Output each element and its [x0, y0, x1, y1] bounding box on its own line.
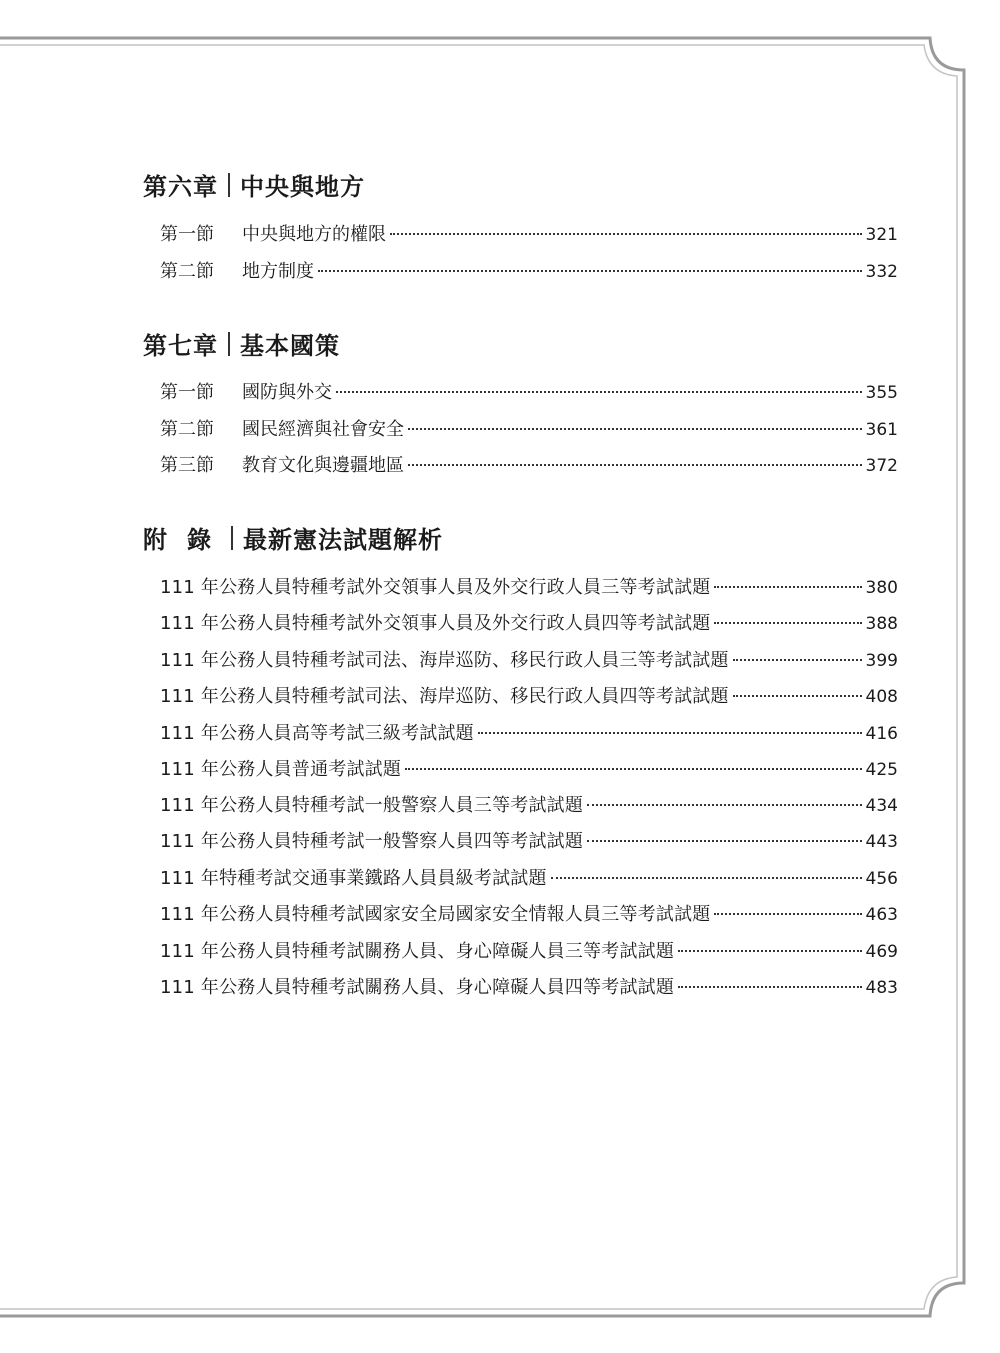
toc-entry[interactable]: [160, 451, 898, 477]
toc-entry[interactable]: [160, 827, 898, 853]
leader-dots: [733, 695, 862, 697]
exam-title: 111 年公務人員特種考試一般警察人員四等考試試題: [160, 831, 584, 852]
leader-dots: [405, 768, 861, 770]
toc-entry[interactable]: [160, 609, 898, 635]
appendix-title: 最新憲法試題解析: [243, 526, 443, 554]
exam-title: 111 年特種考試交通事業鐵路人員員級考試試題: [160, 868, 547, 889]
leader-dots: [318, 270, 862, 272]
page-number: 425: [865, 760, 898, 780]
leader-dots: [478, 732, 862, 734]
page-number: 469: [865, 942, 898, 962]
section-title: 中央與地方的權限: [242, 224, 386, 245]
page-number: 456: [865, 869, 898, 889]
toc-entry[interactable]: [160, 378, 898, 404]
exam-title: 111 年公務人員普通考試試題: [160, 759, 402, 780]
exam-title: 111 年公務人員特種考試國家安全局國家安全情報人員三等考試試題: [160, 904, 711, 925]
leader-dots: [678, 950, 861, 952]
toc-entry[interactable]: [160, 973, 898, 999]
leader-dots: [714, 586, 861, 588]
page-number: 399: [865, 651, 898, 671]
appendix-label: 附錄: [143, 526, 231, 554]
section-number: 第一節: [160, 224, 214, 245]
toc-entry[interactable]: [160, 864, 898, 890]
page-number: 416: [865, 724, 898, 744]
exam-title: 111 年公務人員特種考試司法、海岸巡防、移民行政人員四等考試試題: [160, 686, 729, 707]
toc-entry[interactable]: [160, 937, 898, 963]
chapter-heading: [143, 326, 340, 361]
leader-dots: [551, 877, 862, 879]
heading-divider: [228, 173, 230, 197]
section-number: 第三節: [160, 455, 214, 476]
heading-divider: [228, 332, 230, 356]
leader-dots: [714, 622, 861, 624]
page-number: 321: [865, 225, 898, 245]
section-number: 第一節: [160, 382, 214, 403]
chapter-label: 第六章: [143, 173, 218, 201]
toc-entry[interactable]: [160, 682, 898, 708]
toc-entry[interactable]: [160, 646, 898, 672]
leader-dots: [390, 233, 862, 235]
exam-title: 111 年公務人員特種考試一般警察人員三等考試試題: [160, 795, 584, 816]
leader-dots: [336, 391, 862, 393]
toc-entry[interactable]: [160, 257, 898, 283]
page-number: 388: [865, 614, 898, 634]
leader-dots: [587, 840, 861, 842]
leader-dots: [678, 986, 861, 988]
page-number: 372: [865, 456, 898, 476]
toc-entry[interactable]: [160, 415, 898, 441]
leader-dots: [714, 913, 861, 915]
section-number: 第二節: [160, 261, 214, 282]
chapter-heading: [143, 167, 365, 202]
exam-title: 111 年公務人員特種考試外交領事人員及外交行政人員三等考試試題: [160, 577, 711, 598]
page-number: 332: [865, 262, 898, 282]
toc-entry[interactable]: [160, 573, 898, 599]
heading-divider: [231, 526, 233, 550]
section-number: 第二節: [160, 419, 214, 440]
toc-entry[interactable]: [160, 755, 898, 781]
leader-dots: [408, 428, 862, 430]
page-number: 361: [865, 420, 898, 440]
section-title: 國防與外交: [242, 382, 332, 403]
page-number: 483: [865, 978, 898, 998]
leader-dots: [408, 464, 862, 466]
exam-title: 111 年公務人員特種考試外交領事人員及外交行政人員四等考試試題: [160, 613, 711, 634]
section-title: 國民經濟與社會安全: [242, 419, 404, 440]
page-number: 408: [865, 687, 898, 707]
chapter-title: 中央與地方: [240, 173, 365, 201]
section-title: 教育文化與邊疆地區: [242, 455, 404, 476]
exam-title: 111 年公務人員特種考試關務人員、身心障礙人員三等考試試題: [160, 941, 675, 962]
toc-entry[interactable]: [160, 900, 898, 926]
page-number: 434: [865, 796, 898, 816]
leader-dots: [733, 659, 862, 661]
page-number: 463: [865, 905, 898, 925]
leader-dots: [587, 804, 861, 806]
page-number: 443: [865, 832, 898, 852]
appendix-heading: [143, 520, 443, 555]
chapter-label: 第七章: [143, 332, 218, 360]
section-title: 地方制度: [242, 261, 314, 282]
exam-title: 111 年公務人員高等考試三級考試試題: [160, 723, 474, 744]
toc-entry[interactable]: [160, 719, 898, 745]
toc-entry[interactable]: [160, 791, 898, 817]
exam-title: 111 年公務人員特種考試關務人員、身心障礙人員四等考試試題: [160, 977, 675, 998]
chapter-title: 基本國策: [240, 332, 340, 360]
exam-title: 111 年公務人員特種考試司法、海岸巡防、移民行政人員三等考試試題: [160, 650, 729, 671]
page-number: 355: [865, 383, 898, 403]
toc-entry[interactable]: [160, 220, 898, 246]
page-number: 380: [865, 578, 898, 598]
